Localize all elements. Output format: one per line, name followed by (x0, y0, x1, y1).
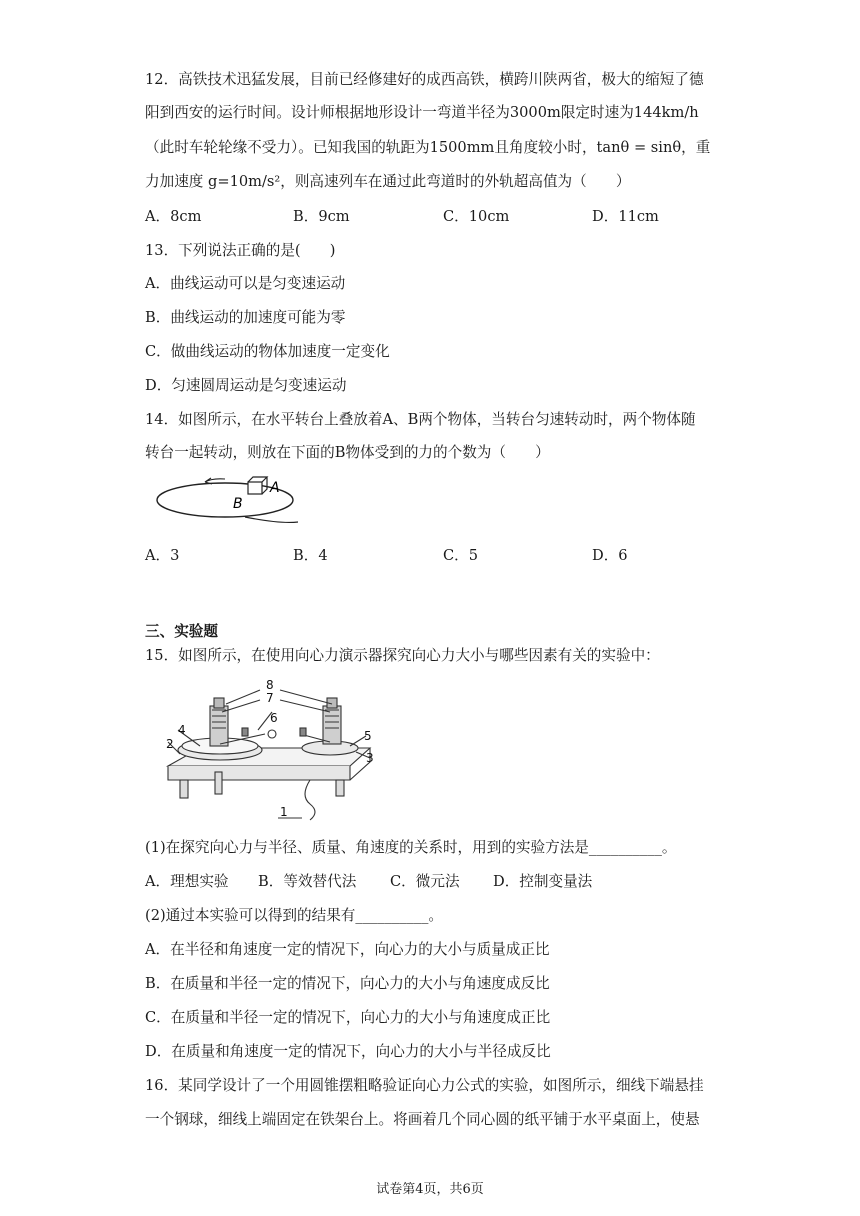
q14-line-2: 转台一起转动，则放在下面的B物体受到的力的个数为（ ） (145, 444, 550, 461)
label-2: 2 (166, 737, 174, 751)
q15-sub1: (1)在探究向心力与半径、质量、角速度的关系时，用到的实验方法是__________。 (145, 839, 677, 856)
label-a: A (270, 480, 280, 496)
q12-line-3: （此时车轮轮缘不受力）。已知我国的轨距为1500mm且角度较小时，tanθ = sinθ，重 (145, 139, 711, 156)
label-8: 8 (266, 678, 274, 692)
q15-sub1-option-a[interactable]: A．理想实验 (145, 873, 229, 890)
label-1: 1 (280, 805, 288, 819)
q15-sub2: (2)通过本实验可以得到的结果有__________。 (145, 907, 443, 924)
q14-option-b[interactable]: B．4 (293, 547, 328, 564)
q15-sub2-option-d[interactable]: D．在质量和角速度一定的情况下，向心力的大小与半径成反比 (145, 1043, 551, 1060)
label-3: 3 (366, 751, 374, 765)
q15-stem: 15．如图所示，在使用向心力演示器探究向心力大小与哪些因素有关的实验中： (145, 647, 660, 664)
q15-sub1-option-b[interactable]: B．等效替代法 (258, 873, 357, 890)
q14-option-c[interactable]: C．5 (443, 547, 479, 564)
q12-option-a[interactable]: A．8cm (145, 208, 202, 225)
page-footer: 试卷第4页，共6页 (376, 1182, 484, 1197)
block-a (248, 482, 262, 494)
q16-line-1: 16．某同学设计了一个用圆锥摆粗略验证向心力公式的实验，如图所示，细线下端悬挂 (145, 1077, 704, 1094)
q13-option-d[interactable]: D．匀速圆周运动是匀变速运动 (145, 377, 347, 394)
q12-option-d[interactable]: D．11cm (592, 208, 659, 225)
q12-line-2: 阳到西安的运行时间。设计师根据地形设计一弯道半径为3000m限定时速为144km/h (145, 104, 699, 121)
q13-stem: 13．下列说法正确的是( ) (145, 242, 336, 259)
q16-line-2: 一个钢球，细线上端固定在铁架台上。将画着几个同心圆的纸平铺于水平桌面上，使悬 (145, 1111, 700, 1128)
section-heading: 三、实验题 (145, 623, 218, 640)
q15-sub1-option-c[interactable]: C．微元法 (390, 873, 460, 890)
q14-option-d[interactable]: D．6 (592, 547, 628, 564)
q12-option-b[interactable]: B．9cm (293, 208, 350, 225)
q13-option-a[interactable]: A．曲线运动可以是匀变速运动 (145, 275, 346, 292)
label-b: B (233, 496, 243, 512)
label-5: 5 (364, 729, 372, 743)
q14-line-1: 14．如图所示，在水平转台上叠放着A、B两个物体，当转台匀速转动时，两个物体随 (145, 411, 696, 428)
centripetal-force-apparatus-figure (160, 676, 380, 826)
turntable-figure (150, 470, 310, 530)
label-4: 4 (178, 723, 186, 737)
q15-sub2-option-b[interactable]: B．在质量和半径一定的情况下，向心力的大小与角速度成反比 (145, 975, 550, 992)
q13-option-c[interactable]: C．做曲线运动的物体加速度一定变化 (145, 343, 390, 360)
label-6: 6 (270, 711, 278, 725)
q12-line-1: 12．高铁技术迅猛发展，目前已经修建好的成西高铁，横跨川陕两省，极大的缩短了德 (145, 71, 704, 88)
q12-line-4: 力加速度 g=10m/s²，则高速列车在通过此弯道时的外轨超高值为（ ） (145, 173, 631, 190)
q15-sub1-option-d[interactable]: D．控制变量法 (493, 873, 593, 890)
q14-option-a[interactable]: A．3 (145, 547, 180, 564)
q15-sub2-option-a[interactable]: A．在半径和角速度一定的情况下，向心力的大小与质量成正比 (145, 941, 550, 958)
q15-sub2-option-c[interactable]: C．在质量和半径一定的情况下，向心力的大小与角速度成正比 (145, 1009, 551, 1026)
q13-option-b[interactable]: B．曲线运动的加速度可能为零 (145, 309, 346, 326)
label-7: 7 (266, 691, 274, 705)
q12-option-c[interactable]: C．10cm (443, 208, 510, 225)
